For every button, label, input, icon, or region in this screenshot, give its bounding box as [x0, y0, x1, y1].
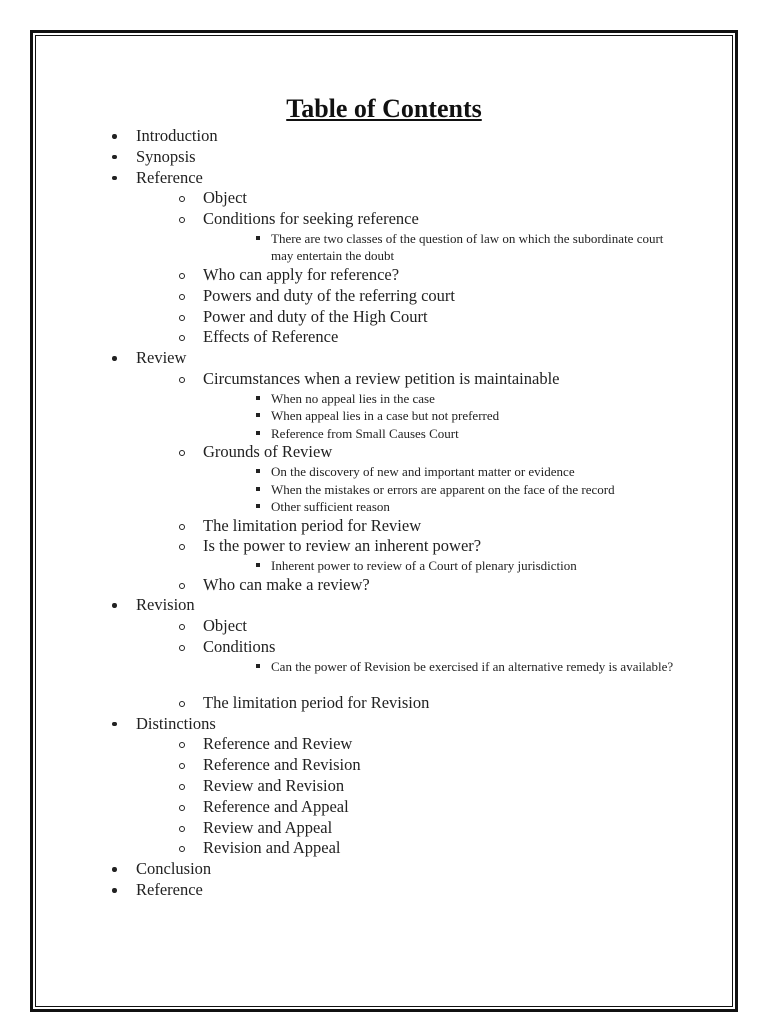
toc-item-level-2 — [0, 307, 768, 328]
toc-item-level-3 — [0, 390, 768, 408]
bullet-circle-icon — [179, 377, 185, 383]
toc-item-level-2 — [0, 286, 768, 307]
toc-item-text: Introduction — [136, 126, 218, 145]
toc-item-level-2 — [0, 734, 768, 755]
toc-item-level-3 — [0, 498, 768, 516]
toc-item-text: Synopsis — [136, 146, 196, 166]
toc-item-text: Is the power to review an inherent power? — [203, 536, 482, 556]
page-title: Table of Contents — [286, 94, 482, 123]
table-of-contents-list — [0, 126, 768, 901]
toc-item-text: On the discovery of new and important matter or evidence — [271, 464, 575, 480]
toc-item-level-3 — [0, 425, 768, 443]
bullet-circle-icon — [179, 450, 185, 456]
toc-item-level-2 — [0, 265, 768, 286]
toc-item-level-2 — [0, 637, 768, 658]
toc-item-level-2 — [0, 818, 768, 839]
bullet-circle-icon — [179, 624, 185, 630]
toc-item-text: The limitation period for Review — [203, 515, 422, 535]
toc-item-level-3 — [0, 407, 768, 425]
toc-item-text: Reference — [136, 167, 203, 187]
toc-item-text: Inherent power to review of a Court of plenary jurisdiction — [271, 558, 577, 574]
toc-item-text: Who can make a review? — [203, 574, 370, 594]
toc-item-text: Conclusion — [136, 859, 212, 879]
toc-item-level-2 — [0, 755, 768, 776]
toc-item-level-2 — [0, 209, 768, 230]
toc-item-level-2 — [0, 693, 768, 714]
bullet-circle-icon — [179, 826, 185, 832]
toc-item-level-2 — [0, 797, 768, 818]
toc-item-level-2 — [0, 616, 768, 637]
toc-item-text: Reference and Revision — [203, 755, 361, 775]
toc-item-text: Who can apply for reference? — [203, 264, 400, 284]
toc-item-text: When appeal lies in a case but not preferred — [271, 408, 500, 424]
bullet-circle-icon — [179, 701, 185, 707]
toc-item-level-2 — [0, 536, 768, 557]
bullet-disc-icon — [112, 722, 117, 727]
toc-item-level-3 — [0, 557, 768, 575]
toc-item-text: Review — [136, 348, 187, 368]
toc-item-level-2 — [0, 776, 768, 797]
bullet-circle-icon — [179, 315, 185, 321]
toc-item-text: Review and Revision — [203, 776, 345, 796]
bullet-square-icon — [256, 504, 260, 508]
toc-item-text: Distinctions — [136, 713, 216, 733]
toc-item-text: Reference from Small Causes Court — [271, 425, 459, 441]
toc-item-text: Revision and Appeal — [203, 838, 341, 858]
toc-item-text: Reference — [136, 880, 203, 900]
bullet-circle-icon — [179, 645, 185, 651]
toc-item-level-3 — [0, 230, 768, 265]
bullet-square-icon — [256, 664, 260, 668]
toc-item-text: Reference and Review — [203, 734, 353, 754]
bullet-circle-icon — [179, 846, 185, 852]
toc-item-level-2 — [0, 188, 768, 209]
bullet-disc-icon — [112, 356, 117, 361]
toc-item-level-1 — [0, 126, 768, 147]
bullet-square-icon — [256, 431, 260, 435]
toc-item-text: Powers and duty of the referring court — [203, 285, 456, 305]
toc-item-text: Effects of Reference — [203, 327, 339, 347]
toc-item-text: Other sufficient reason — [271, 499, 390, 515]
bullet-disc-icon — [112, 176, 117, 181]
toc-item-level-2 — [0, 516, 768, 537]
toc-item-text: Circumstances when a review petition is maintainable — [203, 368, 560, 388]
bullet-disc-icon — [112, 134, 117, 139]
toc-item-text: When no appeal lies in the case — [271, 390, 435, 406]
toc-item-text: Conditions — [203, 637, 276, 657]
toc-item-text: Revision — [136, 595, 195, 615]
bullet-circle-icon — [179, 335, 185, 341]
bullet-circle-icon — [179, 763, 185, 769]
toc-item-text: Can the power of Revision be exercised if an alternative remedy is available? — [271, 658, 674, 674]
toc-item-level-2 — [0, 369, 768, 390]
bullet-disc-icon — [112, 155, 117, 160]
toc-item-level-2 — [0, 575, 768, 596]
bullet-square-icon — [256, 396, 260, 400]
toc-item-level-1 — [0, 880, 768, 901]
toc-item-text: Conditions for seeking reference — [203, 209, 419, 229]
bullet-circle-icon — [179, 294, 185, 300]
toc-item-text: Object — [203, 188, 247, 208]
bullet-disc-icon — [112, 888, 117, 893]
toc-item-level-2 — [0, 838, 768, 859]
toc-item-level-2 — [0, 442, 768, 463]
bullet-circle-icon — [179, 544, 185, 550]
toc-item-text: The limitation period for Revision — [203, 692, 430, 712]
bullet-circle-icon — [179, 217, 185, 223]
toc-item-text: Object — [203, 616, 247, 636]
toc-item-text: Grounds of Review — [203, 442, 333, 462]
toc-item-level-1 — [0, 168, 768, 189]
toc-item-level-2 — [0, 327, 768, 348]
bullet-circle-icon — [179, 805, 185, 811]
toc-item-level-1 — [0, 348, 768, 369]
toc-item-level-3 — [0, 463, 768, 481]
bullet-disc-icon — [112, 867, 117, 872]
bullet-circle-icon — [179, 784, 185, 790]
toc-item-text: There are two classes of the question of law on which the subordinate court may entertain the doubt — [271, 230, 664, 264]
bullet-square-icon — [256, 236, 260, 240]
toc-item-text: Review and Appeal — [203, 817, 333, 837]
toc-item-text: Power and duty of the High Court — [203, 306, 428, 326]
bullet-circle-icon — [179, 196, 185, 202]
toc-item-level-1 — [0, 595, 768, 616]
bullet-circle-icon — [179, 742, 185, 748]
toc-item-level-3 — [0, 481, 768, 499]
toc-item-level-3 — [0, 658, 768, 693]
bullet-square-icon — [256, 487, 260, 491]
toc-item-text: When the mistakes or errors are apparent on the face of the record — [271, 481, 615, 497]
toc-item-text: Reference and Appeal — [203, 796, 349, 816]
bullet-circle-icon — [179, 524, 185, 530]
bullet-square-icon — [256, 469, 260, 473]
bullet-square-icon — [256, 563, 260, 567]
bullet-circle-icon — [179, 583, 185, 589]
bullet-disc-icon — [112, 603, 117, 608]
bullet-square-icon — [256, 413, 260, 417]
bullet-circle-icon — [179, 273, 185, 279]
toc-item-level-1 — [0, 147, 768, 168]
toc-item-level-1 — [0, 714, 768, 735]
toc-item-level-1 — [0, 859, 768, 880]
